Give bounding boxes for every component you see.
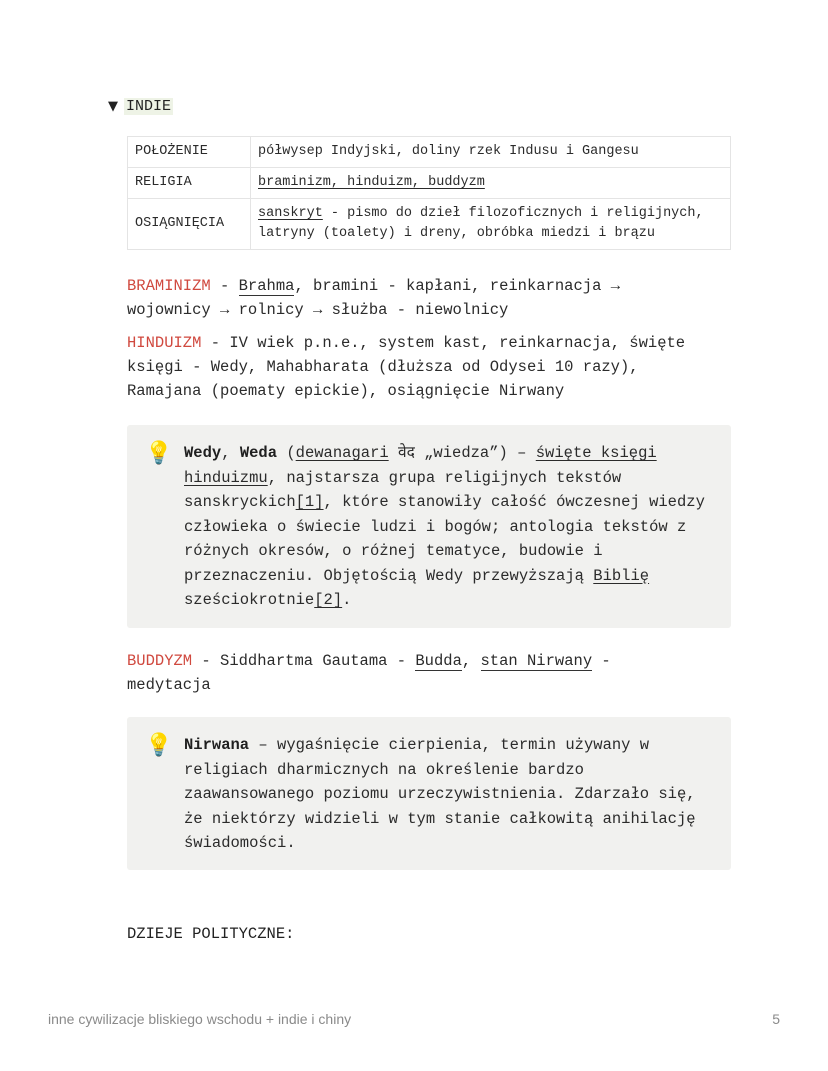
wedy-term: Wedy [184, 444, 222, 462]
hinduizmu-link[interactable]: hinduizmu [184, 468, 268, 487]
biblie-link[interactable]: Biblię [593, 566, 650, 585]
dewanagari-link[interactable]: dewanagari [295, 444, 389, 462]
braminizm-sep: - [210, 277, 239, 295]
callout-text: , które stanowiły całość ówczesnej wiedzy człowieka o świecie ludzi i bogów; antologia tekstów z różnych okresów, o różnej tematyce, budowie i przeznaczeniu. Objętością Wedy przewyższają [184, 493, 705, 585]
table-row [128, 199, 731, 250]
lightbulb-icon: 💡 [145, 441, 173, 466]
buddyzm-text: - Siddhartma Gautama - [192, 652, 416, 670]
page-number: 5 [772, 1011, 780, 1027]
braminizm-label: BRAMINIZM [127, 277, 211, 295]
buddyzm-label: BUDDYZM [127, 652, 193, 670]
sanskryt-link[interactable]: sanskryt [258, 206, 323, 221]
callout-wedy [127, 425, 731, 628]
callout-wedy-text [184, 441, 719, 613]
toggle-indie[interactable] [108, 98, 173, 115]
braminizm-paragraph [127, 274, 687, 322]
callout-text: वेद „wiedza”) – [388, 444, 536, 462]
callout-text: , najstarsza grupa religijnych tekstów sanskryckich [184, 468, 622, 511]
table-row [128, 137, 731, 168]
callout-text: ( [277, 444, 296, 462]
table-key: OSIĄGNIĘCIA [128, 199, 251, 250]
swiete-ksiegi-link[interactable]: święte księgi [535, 444, 657, 462]
section-heading: DZIEJE POLITYCZNE: [127, 925, 295, 943]
reference-link-2[interactable]: [2] [314, 591, 343, 609]
nirwana-term: Nirwana [184, 736, 250, 754]
buddyzm-paragraph [127, 649, 687, 697]
callout-nirwana [127, 717, 731, 870]
budda-link[interactable]: Budda [415, 652, 462, 670]
callout-text: – wygaśnięcie cierpienia, termin używany w religiach dharmicznych na określenie bardzo zaawansowanego poziomu urzeczywistnienia. Zdarzało się, że niektórzy widzieli w tym stanie całkowitą anihilację świadomości. [184, 736, 696, 852]
weda-term: Weda [239, 444, 278, 462]
table-key: RELIGIA [128, 168, 251, 199]
hinduizm-paragraph [127, 331, 687, 403]
buddyzm-text: , [461, 652, 481, 670]
callout-text: sześciokrotnie [184, 591, 315, 609]
toggle-title: INDIE [126, 98, 172, 115]
religion-link[interactable]: braminizm, hinduizm, buddyzm [258, 175, 485, 190]
callout-nirwana-text [184, 733, 719, 856]
table-key: POŁOŻENIE [128, 137, 251, 168]
table-value: półwysep Indyjski, doliny rzek Indusu i Gangesu [251, 137, 731, 168]
table-value-text: - pismo do dzieł filozoficznych i religijnych, latryny (toalety) i dreny, obróbka miedzi i brązu [258, 206, 704, 241]
callout-text: . [342, 591, 352, 609]
info-table [127, 136, 731, 250]
lightbulb-icon: 💡 [145, 733, 173, 758]
reference-link-1[interactable]: [1] [295, 493, 324, 511]
buddyzm-text: - medytacja [127, 652, 611, 694]
stan-nirwany-link[interactable]: stan Nirwany [480, 652, 593, 670]
triangle-down-icon[interactable]: ▼ [108, 99, 118, 114]
footer-title: inne cywilizacje bliskiego wschodu + indie i chiny [48, 1011, 352, 1027]
table-value [251, 168, 731, 199]
table-value [251, 199, 731, 250]
callout-text: , [221, 444, 240, 462]
table-row [128, 168, 731, 199]
brahma-link[interactable]: Brahma [238, 277, 295, 295]
hinduizm-label: HINDUIZM [127, 334, 202, 352]
hinduizm-text: - IV wiek p.n.e., system kast, reinkarnacja, święte księgi - Wedy, Mahabharata (dłuższa od Odysei 10 razy), Ramajana (poematy epickie), osiągnięcie Nirwany [127, 334, 686, 400]
braminizm-text: , bramini - kapłani, reinkarnacja → wojownicy → rolnicy → służba - niewolnicy [127, 277, 620, 319]
